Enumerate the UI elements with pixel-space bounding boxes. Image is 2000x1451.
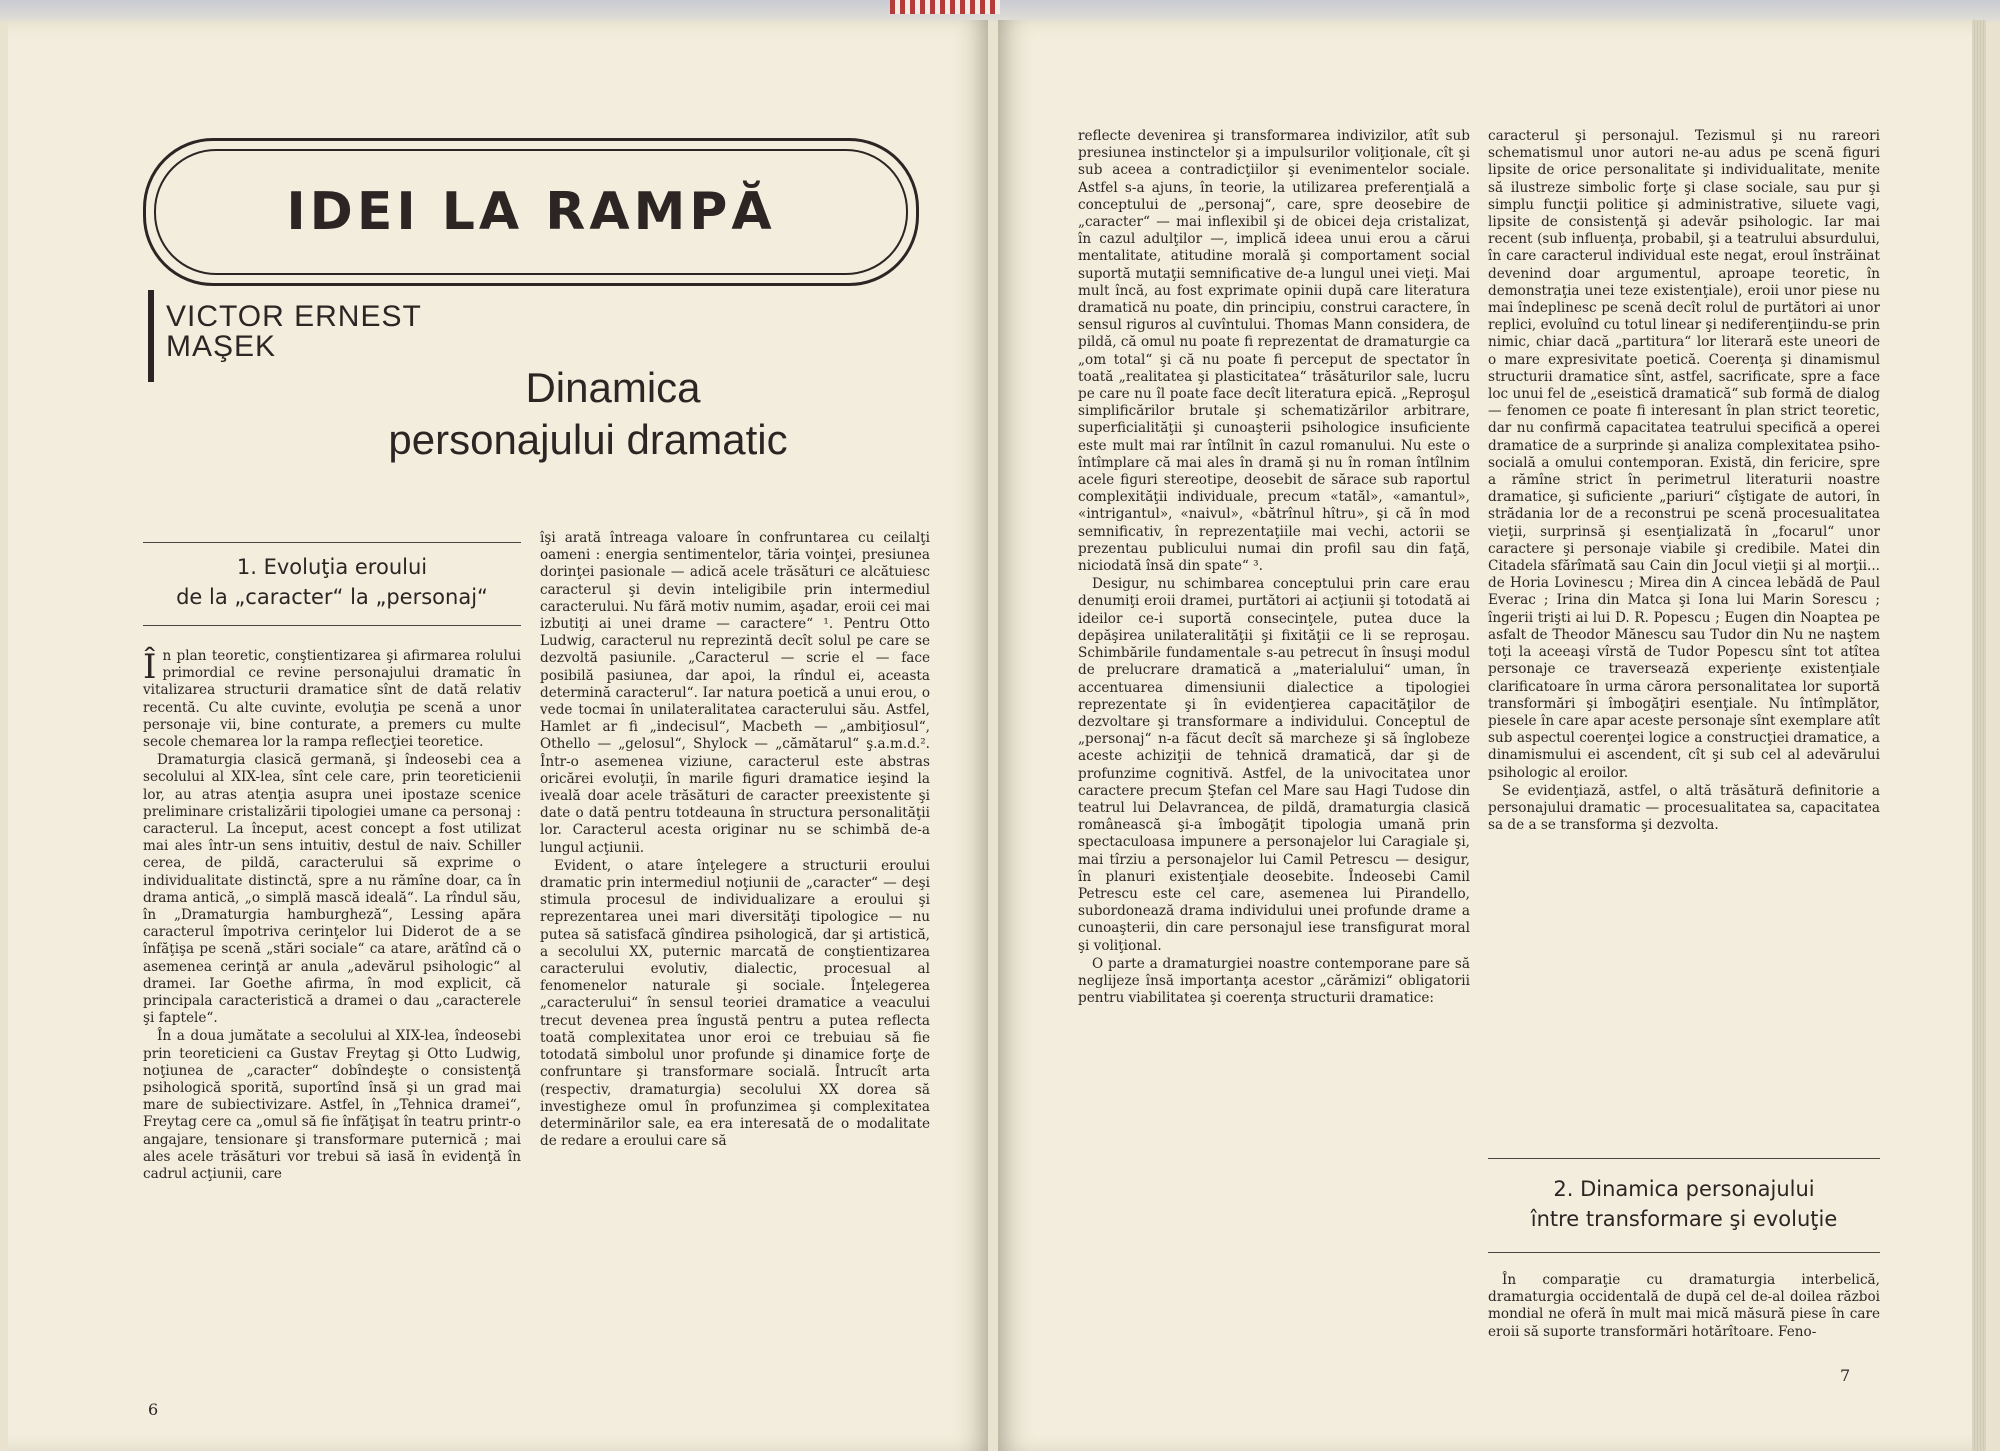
page-edges	[1972, 20, 1986, 1451]
spine-stripe	[890, 0, 1000, 14]
author-rule	[148, 290, 154, 382]
drop-cap: Î	[143, 647, 157, 687]
section2-rule-bottom	[1488, 1252, 1880, 1253]
left-page	[8, 20, 988, 1451]
paragraph: Desigur, nu schimbarea conceptului prin care erau denumiţi eroii dramei, purtători ai acţiunii şi totodată ai ideilor ce-i suportă consecinţele, putea duce la depăşirea unilateralităţii şi fixităţii ce li se reproşau. Schimbările fundamentale s-au petrecut în însuşi modul de prelucrare dramatică a „materialului“ uman, în accentuarea dimensiunii dialectice a tipologiei reprezentate şi în evidenţierea capacităţilor de dezvoltare şi transformare a individului. Conceptul de „personaj“ n-a făcut decît să marcheze şi să înglobeze aceste achiziţii de tehnică dramatică, dar şi de profunzime cognitivă. Astfel, de la univocitatea unor caractere precum Ştefan cel Mare sau Hagi Tudose din teatrul lui Delavrancea, de pildă, dramaturgia clasică românească şi-a îmbogăţit tipologia umană prin spectaculoasa impunere a personajelor lui Caragiale şi, mai tîrziu a personajelor lui Camil Petrescu — desigur, în planuri existenţiale deosebite. Îndeosebi Camil Petrescu este cel care, asemenea lui Pirandello, subordonează drama individului unei profunde drame a cunoaşterii, din care personajul iese transfigurat moral şi voliţional.	[1078, 576, 1470, 954]
section2-heading	[1488, 1174, 1880, 1234]
author-name	[166, 302, 422, 362]
left-column-2	[540, 530, 930, 1150]
paragraph: caracterul şi personajul. Tezismul şi nu rareori schematismul unor autori ne-au adus pe scenă figuri lipsite de orice personalitate şi individualitate, menite să ilustreze simbolic forţe şi clase sociale, sau pur şi simplu funcţii politice şi administrative, siluete vagi, lipsite de consistenţă şi adevăr psihologic. Iar mai recent (sub influenţa, probabil, şi a teatrului absurdului, în care caracterul individual este negat, eroul înstrăinat devenind doar argumentul, aproape teoretic, în demonstraţia unei teze existenţiale), eroii unor piese nu mai îndeplinesc pe scenă decît rolul de purtători ai unor replici, evoluînd cu totul linear şi nediferenţiindu-se prin nimic, chiar dacă „partitura“ lor literară este uneori de o mare expresivitate poetică. Coerenţa şi dinamismul structurii dramatice sînt, astfel, sacrificate, spre a face loc unui fel de „eseistică dramatică“ sub formă de dialog — fenomen ce poate fi interesant în plan strict teoretic, dar nu confirmă capacitatea teatrului specifică a operei dramatice de a surprinde şi analiza complexitatea psiho-socială a omului contemporan. Există, din fericire, spre a rămîne strict în perimetrul literaturii noastre dramatice, şi suficiente „pariuri“ cîştigate de autori, în strădania lor de a reconstrui pe scenă procesualitatea vieţii, surprinsă şi esenţializată în „focarul“ unor caractere şi personaje viabile şi credibile. Matei din Citadela sfărîmată sau Cain din Jocul vieţii şi al morţii... de Horia Lovinescu ; Mirea din A cincea lebădă de Paul Everac ; Irina din Matca şi Iona lui Marin Sorescu ; îngerii trişti ai lui D. R. Popescu ; Eugen din Noaptea pe asfalt de Theodor Mănescu sau Tudor din Nu ne naştem toţi la aceeaşi vîrstă de Tudor Popescu sînt tot atîtea personaje ce traversează experienţe existenţiale clarificatoare în urma cărora personalitatea lor suportă transformări şi îmbogăţiri esenţiale. Nu întîmplător, piesele în care apar aceste personaje sînt exemplare atît sub aspectul coerenţei logice a construcţiei dramatice, a dinamismului ei ascendent, cît şi sub cel al adevărului psihologic al eroilor.	[1488, 128, 1880, 781]
paragraph: În a doua jumătate a secolului al XIX-lea, îndeosebi prin teoreticieni ca Gustav Freytag şi Otto Ludwig, noţiunea de „caracter“ dobîndeşte o consistenţă psihologică sporită, suportînd însă şi un grad mai mare de subiectivizare. Astfel, în „Tehnica dramei“, Freytag cere ca „omul să fie înfăţişat în teatru printr-o angajare, tensionare şi transformare puternică ; mai ales acele trăsături vor trebui să iasă în evidenţă în cadrul acţiunii, care	[143, 1028, 521, 1183]
right-page	[998, 20, 1986, 1451]
paragraph: Dramaturgia clasică germană, şi îndeosebi cea a secolului al XIX-lea, sînt cele care, prin teoreticienii lor, au atras atenţia asupra unei ipostaze scenice preliminare cristalizării tipologiei umane ca personaj : caracterul. La început, acest concept a fost utilizat mai ales într-un sens intuitiv, destul de naiv. Schiller cerea, de pildă, caracterului să exprime o individualitate distinctă, spre a nu rămîne doar, ca în drama antică, „o simplă mască ideală“. La rîndul său, în „Dramaturgia hamburgheză“, Lessing apăra caracterul împotriva cerinţelor lui Diderot de a se înfăţişa pe scenă „stări sociale“ ca atare, arătînd că o asemenea cerinţă ar anula „adevărul psihologic“ al dramei. Iar Goethe afirma, în mod explicit, că principala caracteristică a dramei o dau „caracterele şi faptele“.	[143, 752, 521, 1027]
paragraph: reflecte devenirea şi transformarea indivizilor, atît sub presiunea instinctelor şi a impulsurilor voliţionale, cît şi sub aceea a contradicţiilor şi evenimentelor sociale. Astfel s-a ajuns, în teorie, la utilizarea preferenţială a conceptului de „personaj“, care, spre deosebire de „caracter“ — mai inflexibil şi de obicei deja cristalizat, în cazul adulţilor —, implică ideea unui erou a cărui mentalitate, atitudine morală şi comportament social suportă mutaţii semnificative de-a lungul unei vieţi. Mai mult încă, au fost exprimate opinii după care literatura dramatică nu poate, din principiu, construi caractere, în sensul riguros al cuvîntului. Thomas Mann considera, de pildă, că omul nu poate fi reprezentat de dramaturgie ca „om total“ şi că nu poate fi perceput de spectator în toată „realitatea şi plasticitatea“ trăsăturilor sale, lucru pe care nu îl poate face decît literatura epică. „Reproşul simplificărilor brutale şi schematizărilor arbitrare, superficialităţii şi cunoaşterii psihologice insuficiente este mult mai rar întîlnit în cazul romanului. Nu este o întîmplare că mai ales în dramă şi nu în roman întîlnim acele figuri stereotipe, deosebit de sărace sub raportul complexităţii individuale, precum «tatăl», «amantul», «intrigantul», «naivul», «bătrînul hîtru», şi că în mod semnificativ, în reprezentaţiile mai vechi, actorii se prezentau publicului numai din profil sau din faţă, niciodată însă din spate“ ³.	[1078, 128, 1470, 575]
paragraph: n plan teoretic, conştientizarea şi afirmarea rolului primordial ce revine personajului dramatic în vitalizarea structurii dramatice sînt de dată relativ recentă. Cu alte cuvinte, evoluţia pe scenă a unor personaje vii, bine conturate, a premers cu multe secole chemarea lor la rampa reflecţiei teoretice.	[143, 648, 521, 751]
binding-top	[0, 0, 2000, 22]
title-line-2: personajului dramatic	[388, 416, 788, 463]
right-column-2-continued	[1488, 1272, 1880, 1341]
section2-heading-line-1: 2. Dinamica personajului	[1553, 1177, 1815, 1201]
paragraph: O parte a dramaturgiei noastre contemporane pare să neglijeze însă importanţa acestor „cărămizi“ obligatorii pentru viabilitatea şi coerenţa structurii dramatice:	[1078, 955, 1470, 1007]
section1-heading	[143, 552, 521, 612]
section1-heading-line-1: 1. Evoluţia eroului	[236, 555, 428, 579]
page-number-right: 7	[1840, 1366, 1851, 1385]
article-title	[288, 362, 888, 466]
paragraph: îşi arată întreaga valoare în confruntarea cu ceilalţi oameni : energia sentimentelor, tăria voinţei, presiunea dorinţei pasionale — adică acele trăsături ce alcătuiesc caracterul şi devin inteligibile prin intermediul caracterului. Nu fără motiv numim, aşadar, eroii cei mai izbutiţi ai unei drame — caractere“ ¹. Pentru Otto Ludwig, caracterul nu reprezintă decît solul pe care se dezvoltă pasiunile. „Caracterul — scrie el — face posibilă pasiunea, dar apoi, la rîndul ei, aceasta determină caracterul“. Iar natura poetică a unui erou, o vede tocmai în unilateralitatea caracterului său. Astfel, Hamlet ar fi „indecisul“, Macbeth — „ambiţiosul“, Othello — „gelosul“, Shylock — „cămătarul“ ş.a.m.d.². Într-o asemenea viziune, caracterul este abstras oricărei evoluţii, în marile figuri dramatice ieşind la iveală doar acele trăsături de caracter preexistente şi date o dată pentru totdeauna în structura personalităţii lor. Caracterul acesta originar nu se schimbă de-a lungul acţiunii.	[540, 530, 930, 856]
section1-rule-top	[143, 542, 521, 543]
right-column-2	[1488, 128, 1880, 834]
section1-heading-line-2: de la „caracter“ la „personaj“	[176, 585, 488, 609]
rubric-logo	[143, 138, 919, 286]
rubric-logo-text: IDEI LA RAMPĂ	[286, 182, 776, 242]
section2-heading-line-2: între transformare şi evoluţie	[1530, 1207, 1838, 1231]
right-column-1	[1078, 128, 1470, 1007]
page-number-left: 6	[148, 1400, 159, 1419]
section2-rule-top	[1488, 1158, 1880, 1159]
author-line-2: MAŞEK	[166, 330, 277, 363]
paragraph: Se evidenţiază, astfel, o altă trăsătură definitorie a personajului dramatic — procesualitatea sa, capacitatea sa de a se transforma şi dezvolta.	[1488, 782, 1880, 834]
author-line-1: VICTOR ERNEST	[166, 300, 422, 333]
title-line-1: Dinamica	[525, 364, 701, 411]
paragraph: În comparaţie cu dramaturgia interbelică, dramaturgia occidentală de după cel de-al doilea război mondial ne oferă în mult mai mică măsură piese în care eroii să suporte transformări hotărîtoare. Feno-	[1488, 1272, 1880, 1340]
section1-rule-bottom	[143, 625, 521, 626]
left-column-1	[143, 648, 521, 1183]
paragraph: Evident, o atare înţelegere a structurii eroului dramatic prin intermediul noţiunii de „caracter“ — deşi stimula procesul de individualizare a eroului şi reprezentarea unei mari diversităţi tipologice — nu putea să satisfacă gîndirea psihologică, dar şi artistică, a secolului XX, puternic marcată de conştientizarea caracterului evolutiv, dialectic, procesual al fenomenelor naturale şi sociale. Înţelegerea „caracterului“ în sensul teoriei dramatice a veacului trecut devenea prea îngustă pentru a putea reflecta toată complexitatea unor eroi ce trebuiau să fie totodată simbolul unor profunde şi dinamice forţe de confruntare şi transformare socială. Întrucît arta (respectiv, dramaturgia) secolului XX dorea să investigheze omul în profunzimea şi complexitatea determinărilor sale, ea era interesată de o modalitate de redare a eroului care să	[540, 857, 930, 1150]
